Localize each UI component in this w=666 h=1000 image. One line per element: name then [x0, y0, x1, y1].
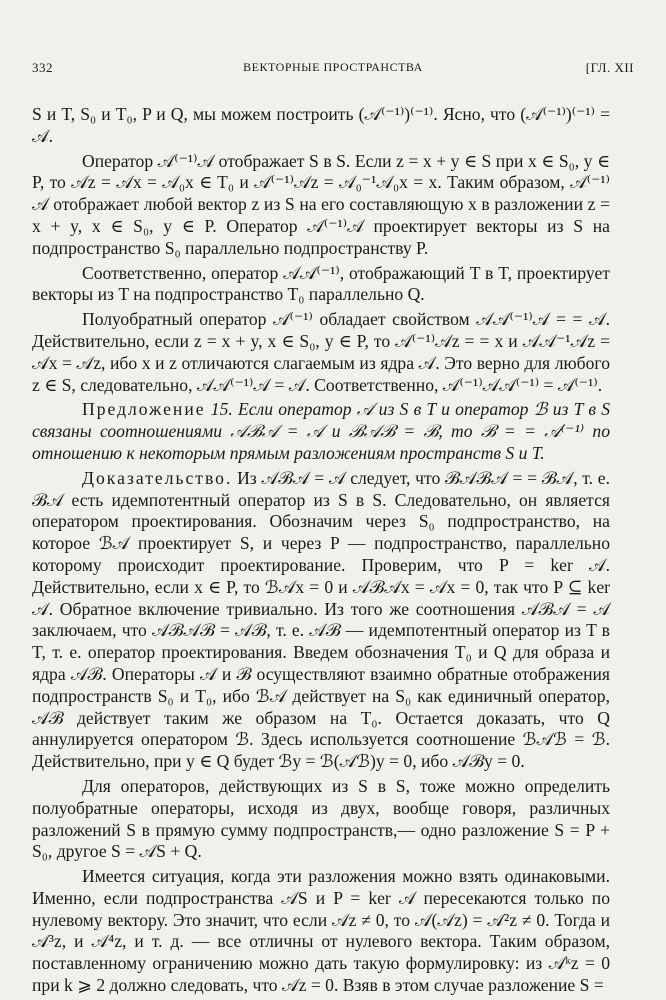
paragraph: Для операторов, действующих из S в S, тоже можно определить полуобратные операторы, исходя из двух, вообще говоря, различных разложений S в прямую сумму подпространств,— одно разложение S = P + S₀, другое S = 𝒜S + Q. — [32, 775, 610, 862]
paragraph: Оператор 𝒜⁽⁻¹⁾𝒜 отображает S в S. Если z = x + y ∈ S при x ∈ S₀, y ∈ P, то 𝒜z = 𝒜x = 𝒜₀x ∈ T₀ и 𝒜⁽⁻¹⁾𝒜z = 𝒜₀⁻¹𝒜₀x = x. Таким образом, 𝒜⁽⁻¹⁾𝒜 отображает любой вектор z из S на его составляющую x в разложении z = x + y, x ∈ S₀, y ∈ P. Оператор 𝒜⁽⁻¹⁾𝒜 проектирует векторы из S на подпространство S₀ параллельно подпространству P. — [32, 150, 610, 258]
proof-text: Из 𝒜ℬ𝒜 = 𝒜 следует, что ℬ𝒜ℬ𝒜 = = ℬ𝒜, т. е. ℬ𝒜 есть идемпотентный оператор из S в S. Следовательно, он является оператором проектирования. Обозначим через S₀ подпространство, на которое ℬ𝒜 проектирует S, и через P — подпространство, параллельно которому происходит проектирование. Проверим, что P = ker 𝒜. Действительно, если x ∈ P, то ℬ𝒜x = 0 и 𝒜ℬ𝒜x = 𝒜x = 0, так что P ⊆ ker 𝒜. Обратное включение тривиально. Из того же соотношения 𝒜ℬ𝒜 = 𝒜 заключаем, что 𝒜ℬ𝒜ℬ = 𝒜ℬ, т. е. 𝒜ℬ — идемпотентный оператор из T в T, т. е. оператор проектирования. Введем обозначения T₀ и Q для образа и ядра 𝒜ℬ. Операторы 𝒜 и ℬ осуществляют взаимно обратные отображения подпространств S₀ и T₀, ибо ℬ𝒜 действует на S₀ как единичный оператор, 𝒜ℬ действует таким же образом на T₀. Остается доказать, что Q аннулируется оператором ℬ. Здесь используется соотношение ℬ𝒜ℬ = ℬ. Действительно, при y ∈ Q будет ℬy = ℬ(𝒜ℬ)y = 0, ибо 𝒜ℬy = 0. — [32, 467, 610, 772]
proposition-label: Предложение — [82, 399, 206, 420]
proof-label: Доказательство. — [82, 467, 233, 488]
page-number: 332 — [32, 60, 53, 75]
running-title: ВЕКТОРНЫЕ ПРОСТРАНСТВА — [243, 60, 423, 74]
proposition — [32, 399, 610, 464]
paragraph: Соответственно, оператор 𝒜𝒜⁽⁻¹⁾, отображающий T в T, проектирует векторы из T на подпространство T₀ параллельно Q. — [32, 262, 610, 305]
proof — [32, 468, 610, 773]
paragraph: Полуобратный оператор 𝒜⁽⁻¹⁾ обладает свойством 𝒜𝒜⁽⁻¹⁾𝒜 = = 𝒜. Действительно, если z = x + y, x ∈ S₀, y ∈ P, то 𝒜⁽⁻¹⁾𝒜z = = x и 𝒜𝒜⁻¹𝒜z = 𝒜x = 𝒜z, ибо x и z отличаются слагаемым из ядра 𝒜. Это верно для любого z ∈ S, следовательно, 𝒜𝒜⁽⁻¹⁾𝒜 = 𝒜. Соответственно, 𝒜⁽⁻¹⁾𝒜𝒜⁽⁻¹⁾ = 𝒜⁽⁻¹⁾. — [32, 309, 610, 395]
paragraph: S и T, S₀ и T₀, P и Q, мы можем построить (𝒜⁽⁻¹⁾)⁽⁻¹⁾. Ясно, что (𝒜⁽⁻¹⁾)⁽⁻¹⁾ = 𝒜. — [32, 104, 610, 146]
page-body — [32, 104, 610, 1000]
paragraph: Имеется ситуация, когда эти разложения можно взять одинаковыми. Именно, если подпространства 𝒜S и P = ker 𝒜 пересекаются только по нулевому вектору. Это значит, что если 𝒜z ≠ 0, то 𝒜(𝒜z) = 𝒜²z ≠ 0. Тогда и 𝒜³z, и 𝒜⁴z, и т. д. — все отличны от нулевого вектора. Таким образом, поставленному ограничению можно дать такую формулировку: из 𝒜ᵏz = 0 при k ⩾ 2 должно следовать, что 𝒜z = 0. Взяв в этом случае разложение S = — [32, 866, 610, 996]
page-header — [32, 60, 634, 82]
chapter-label: [ГЛ. XII — [585, 60, 634, 75]
proposition-text: 15. Если оператор 𝒜 из S в T и оператор ℬ из T в S связаны соотношениями 𝒜ℬ𝒜 = 𝒜 и ℬ𝒜ℬ = ℬ, то ℬ = = 𝒜⁽⁻¹⁾ по отношению к некоторым прямым разложениям пространств S и T. — [32, 399, 610, 463]
